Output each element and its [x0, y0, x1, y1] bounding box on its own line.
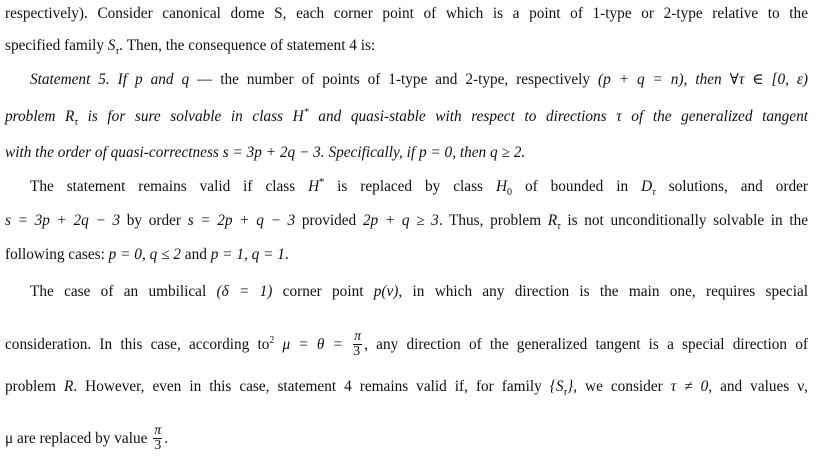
paragraph-2-line-1: The statement remains valid if class H* is replaced by class $H_0$ of bounded in $D_\tau$ solutions, and order	[30, 176, 809, 199]
statement-5-line-1: Statement 5. If p and q — the number of points of 1-type and 2-type, respectively (p + q = n), then ∀τ ∈ [0, ε)	[30, 71, 809, 88]
paragraph-0-line-1: respectively). Consider canonical dome S, each corner point of which is a point of 1-type or 2-type relative to the	[5, 5, 808, 22]
paragraph-3-line-1: The case of an umbilical (δ = 1) corner point p(ν), in which any direction is the main one, requires special	[30, 283, 808, 300]
paragraph-2-line-2: s = 3p + 2q − 3 by order s = 2p + q − 3 provided 2p + q ≥ 3. Thus, problem $R_\tau$ is not unconditionally solvable in the	[5, 212, 809, 233]
statement-5-line-2: problem $R_\tau$ is for sure solvable in class H* and quasi-stable with respect to directions τ of the generalized tangent	[5, 106, 808, 129]
paragraph-0-line-2: specified family $S_\tau$. Then, the consequence of statement 4 is:	[5, 37, 376, 58]
paragraph-2-line-3: following cases: p = 0, q ≤ 2 and p = 1, q = 1.	[5, 246, 289, 263]
paragraph-3-line-2: consideration. In this case, according $to^2$ μ = θ = $\frac{\pi}{3}$ , any direction of the generalized tangent is a special direction of	[5, 329, 809, 359]
fraction-pi-over-3: $\frac{\pi}{3}$	[353, 329, 362, 359]
fraction-pi-over-3-second: $\frac{\pi}{3}$	[154, 423, 162, 453]
paragraph-3-line-4: μ are replaced by value $\frac{\pi}{3}$ .	[5, 423, 169, 453]
paragraph-3-line-3: problem R. However, even in this case, statement 4 remains valid if, for family $\{S_\tau\}$, we consider τ ≠ 0, and values ν,	[5, 378, 808, 399]
statement-5-line-3: with the order of quasi-correctness s = 3p + 2q − 3. Specifically, if p = 0, then q ≥ 2.	[5, 144, 526, 161]
